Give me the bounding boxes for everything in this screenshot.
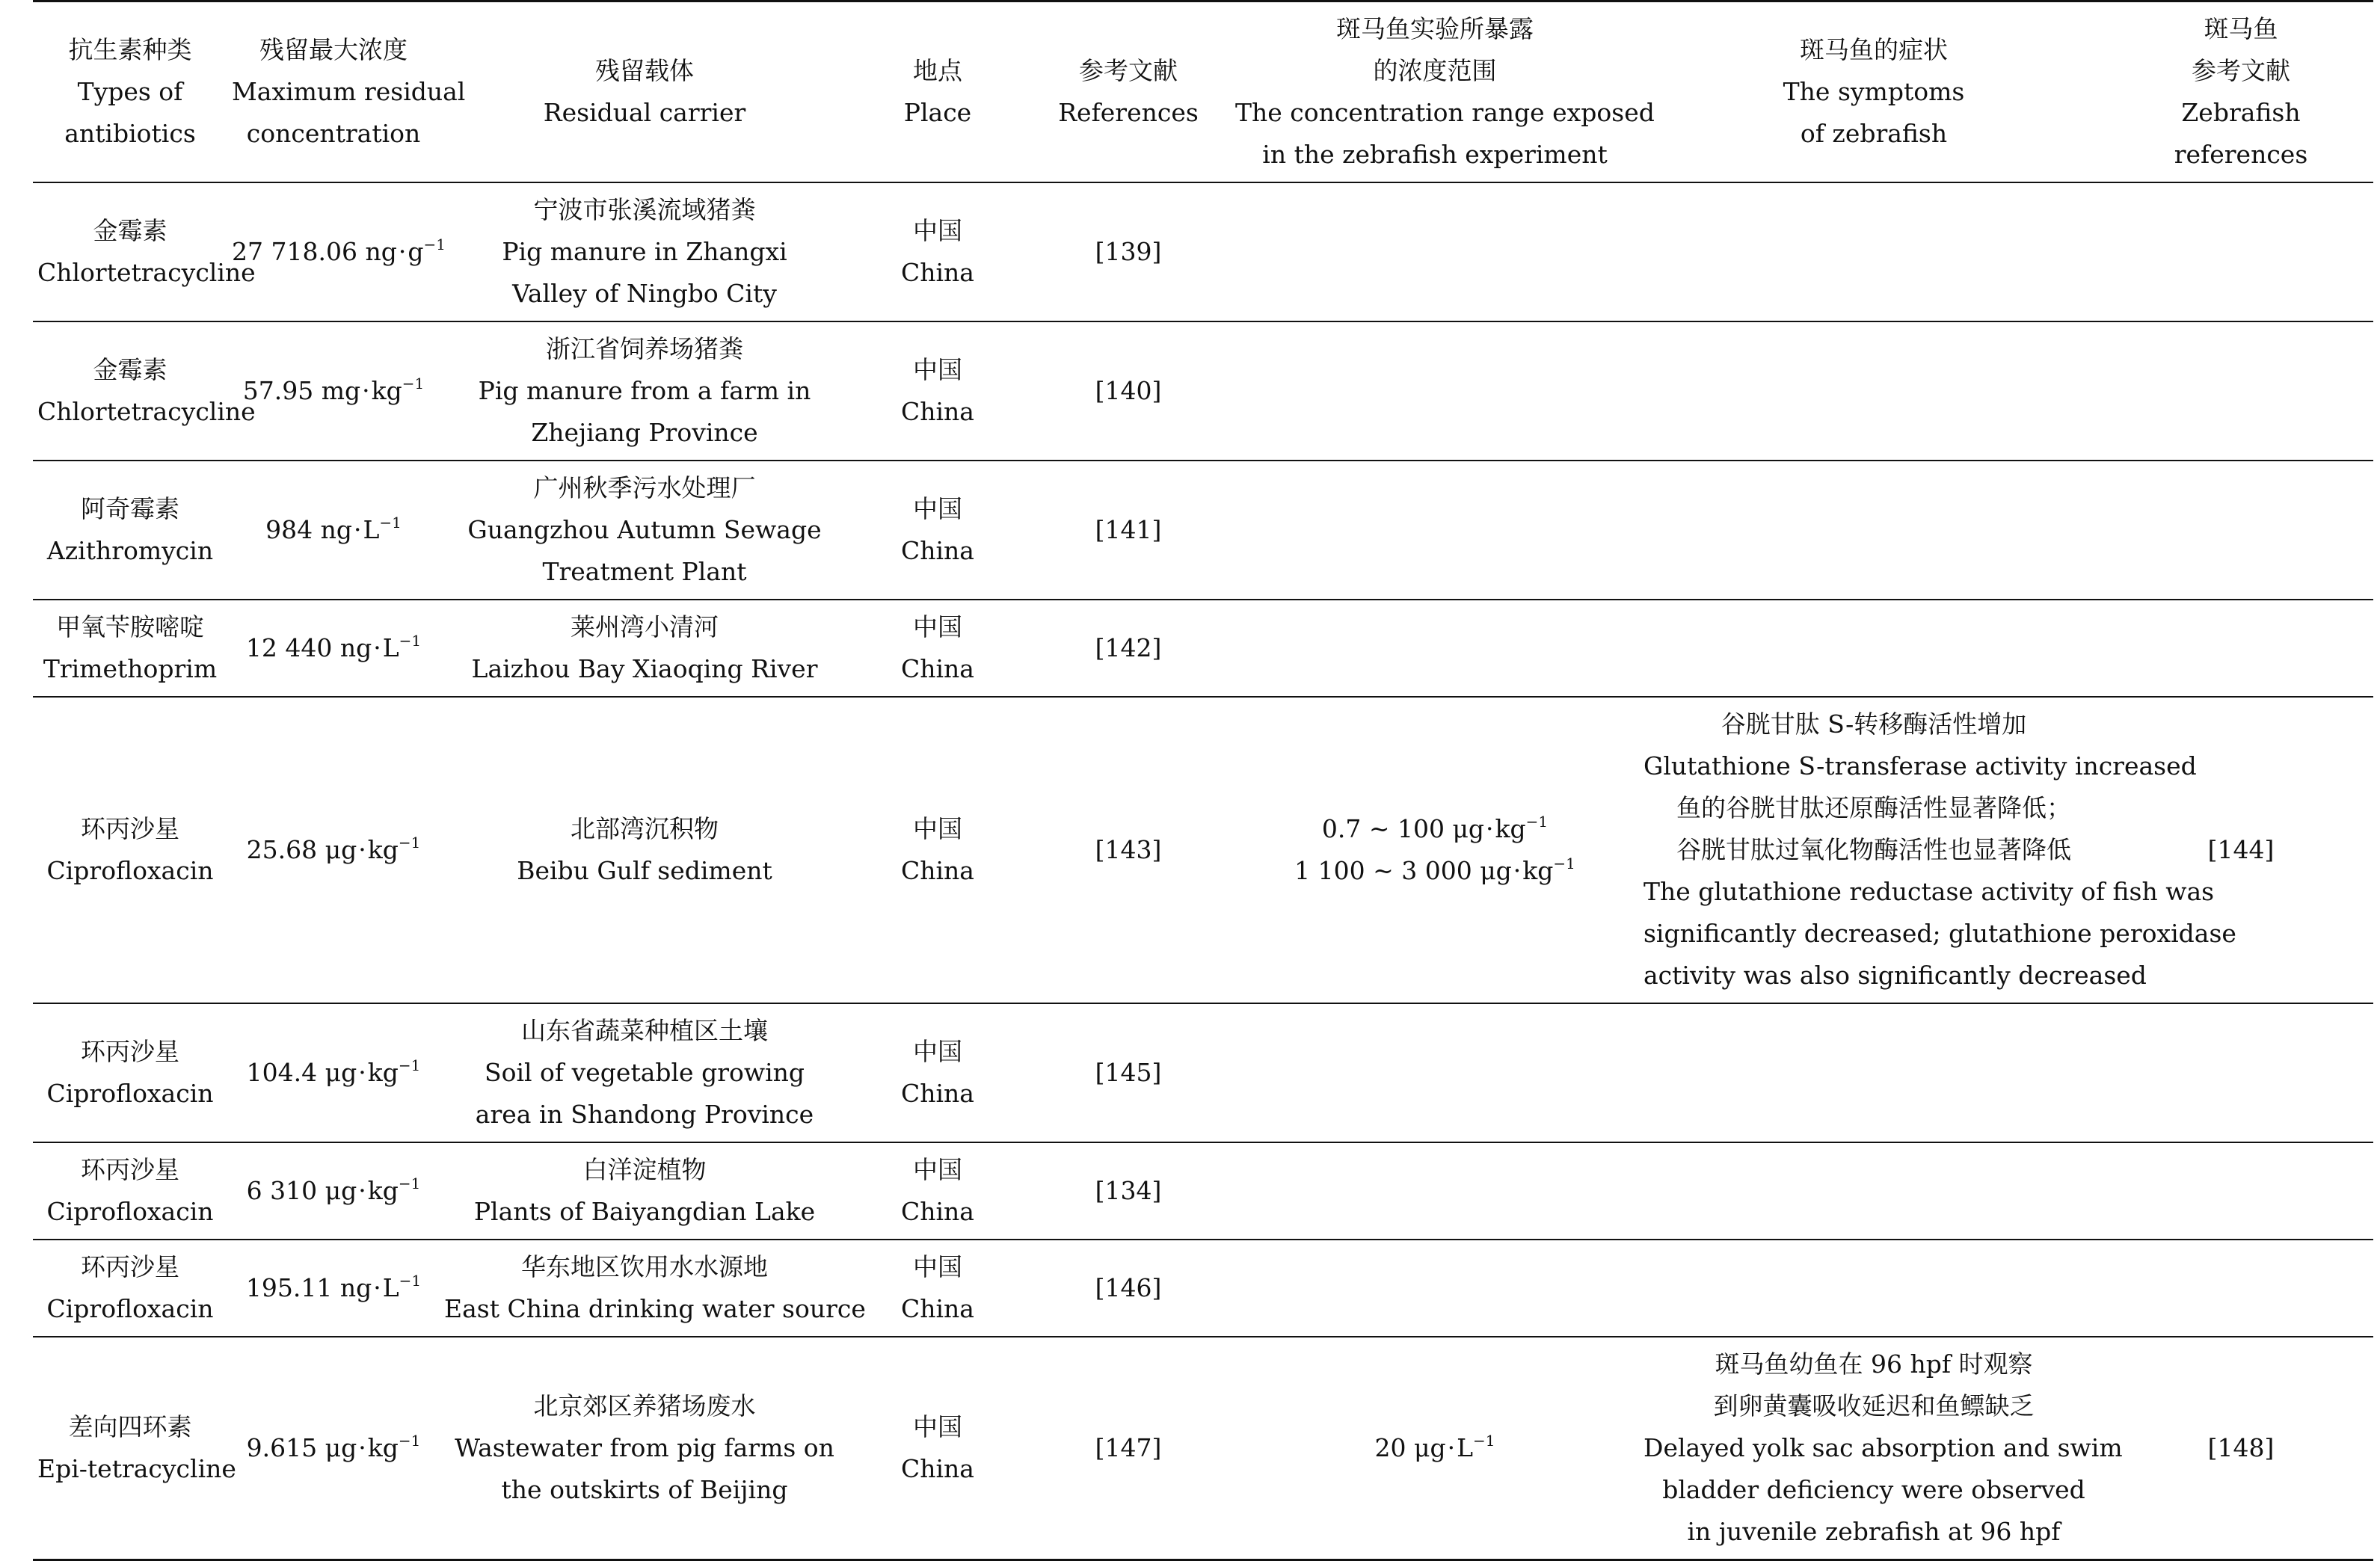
- antibiotic-name: Ciprofloxacin: [46, 1294, 214, 1323]
- carrier-line: 北部湾沉积物: [571, 814, 719, 843]
- reference-citation: [134]: [1095, 1176, 1162, 1205]
- cell-zebrafish-reference: [2109, 1142, 2373, 1240]
- conc-unit-exponent: −1: [1553, 855, 1575, 872]
- conc-number: 1 100 ~ 3 000: [1294, 856, 1472, 885]
- antibiotic-name: Trimethoprim: [43, 654, 218, 683]
- cell-reference: [1026, 182, 1231, 321]
- symptom-line: 谷胱甘肽过氧化物酶活性也显著降低: [1676, 835, 2071, 864]
- conc-unit: ng: [365, 237, 397, 266]
- header-antibiotic-type: [33, 1, 227, 183]
- concentration-value: [232, 1052, 435, 1094]
- place-line: 中国: [913, 494, 962, 523]
- conc-unit: μg: [1452, 814, 1485, 843]
- symptom-line: in juvenile zebrafish at 96 hpf: [1687, 1517, 2061, 1546]
- carrier-line: Plants of Baiyangdian Lake: [473, 1197, 816, 1226]
- cell-place: [849, 1003, 1026, 1142]
- conc-unit: μg: [325, 1176, 357, 1205]
- cell-symptoms: [1639, 461, 2109, 600]
- cell-reference: [1026, 1337, 1231, 1560]
- cell-place: [849, 1240, 1026, 1337]
- reference-citation: [140]: [1095, 376, 1162, 405]
- conc-unit-exponent: −1: [399, 1272, 422, 1290]
- header-line: 斑马鱼的症状: [1800, 35, 1948, 64]
- header-line: 抗生素种类: [68, 35, 192, 64]
- header-line: 斑马鱼: [2204, 14, 2278, 43]
- conc-unit-exponent: −1: [398, 1175, 421, 1192]
- header-line: 残留载体: [595, 56, 694, 85]
- cell-place: [849, 697, 1026, 1003]
- reference-citation: [139]: [1095, 237, 1162, 266]
- carrier-line: the outskirts of Beijing: [501, 1475, 788, 1504]
- cell-symptoms: [1639, 1240, 2109, 1337]
- header-line: Maximum residual: [232, 77, 466, 106]
- cell-exposure-range: [1231, 1003, 1639, 1142]
- conc-unit-exponent: −1: [1525, 813, 1549, 831]
- place-line: China: [901, 1079, 974, 1108]
- reference-citation: [141]: [1095, 515, 1162, 544]
- header-line: 参考文献: [1079, 56, 1178, 85]
- header-zebrafish-references: [2109, 1, 2373, 183]
- cell-symptoms: [1639, 1142, 2109, 1240]
- cell-exposure-range: [1231, 1240, 1639, 1337]
- table-row: [33, 321, 2373, 461]
- carrier-line: Valley of Ningbo City: [512, 279, 777, 308]
- place-line: 中国: [913, 1155, 962, 1184]
- cell-zebrafish-reference: [2109, 600, 2373, 697]
- conc-unit: μg: [1480, 856, 1512, 885]
- cell-max-concentration: [227, 321, 440, 461]
- symptom-line: 谷胱甘肽 S-转移酶活性增加: [1721, 709, 2027, 739]
- concentration-value: [232, 231, 446, 273]
- cell-max-concentration: [227, 697, 440, 1003]
- cell-reference: [1026, 1240, 1231, 1337]
- place-line: 中国: [913, 1252, 962, 1281]
- cell-exposure-range: [1231, 1337, 1639, 1560]
- conc-unit-exponent: −1: [1473, 1432, 1495, 1450]
- conc-unit-denominator: kg: [367, 1176, 399, 1205]
- cell-zebrafish-reference: [2109, 321, 2373, 461]
- table-row: [33, 600, 2373, 697]
- cell-antibiotic-type: [33, 321, 256, 461]
- cell-place: [849, 600, 1026, 697]
- carrier-line: Laizhou Bay Xiaoqing River: [471, 654, 818, 683]
- table-row: [33, 1337, 2373, 1560]
- antibiotic-name: Ciprofloxacin: [46, 1079, 214, 1108]
- table-body: [33, 182, 2373, 1560]
- concentration-value: [1235, 850, 1635, 892]
- symptom-line: The glutathione reductase activity of fish was: [1643, 877, 2215, 906]
- cell-reference: [1026, 1003, 1231, 1142]
- carrier-line: Pig manure from a farm in: [478, 376, 811, 405]
- cell-zebrafish-reference: [2109, 461, 2373, 600]
- header-line: of zebrafish: [1800, 119, 1948, 148]
- carrier-line: 华东地区饮用水水源地: [521, 1252, 768, 1281]
- cell-place: [849, 1337, 1026, 1560]
- header-place: [849, 1, 1026, 183]
- conc-number: 104.4: [246, 1058, 318, 1087]
- header-line: The symptoms: [1783, 77, 1965, 106]
- carrier-line: 北京郊区养猪场废水: [533, 1391, 756, 1420]
- header-line: in the zebrafish experiment: [1262, 140, 1608, 169]
- cell-max-concentration: [227, 182, 446, 321]
- zebrafish-reference-citation: [148]: [2207, 1433, 2275, 1462]
- antibiotic-name: Chlortetracycline: [37, 397, 256, 426]
- cell-reference: [1026, 1142, 1231, 1240]
- concentration-value: [232, 627, 435, 669]
- concentration-value: [1235, 1427, 1635, 1469]
- cell-antibiotic-type: [33, 1337, 236, 1560]
- conc-number: 984: [265, 515, 313, 544]
- carrier-line: 浙江省饲养场猪粪: [546, 334, 743, 363]
- antibiotic-name: 阿奇霉素: [81, 494, 179, 523]
- concentration-value: [232, 509, 435, 551]
- cell-antibiotic-type: [33, 600, 227, 697]
- cell-antibiotic-type: [33, 1142, 227, 1240]
- place-line: China: [901, 536, 974, 565]
- unit-separator: ·: [373, 1273, 381, 1302]
- cell-exposure-range: [1231, 182, 1639, 321]
- cell-reference: [1026, 600, 1231, 697]
- conc-unit-denominator: kg: [1522, 856, 1554, 885]
- cell-max-concentration: [227, 461, 440, 600]
- antibiotic-name: 环丙沙星: [81, 1252, 179, 1281]
- header-line: concentration: [246, 119, 421, 148]
- antibiotic-name: Ciprofloxacin: [46, 1197, 214, 1226]
- cell-place: [849, 1142, 1026, 1240]
- cell-antibiotic-type: [33, 1240, 227, 1337]
- carrier-line: 宁波市张溪流域猪粪: [533, 195, 756, 224]
- carrier-line: 白洋淀植物: [582, 1155, 707, 1184]
- carrier-line: 广州秋季污水处理厂: [533, 473, 756, 502]
- header-line: Zebrafish: [2181, 98, 2301, 127]
- antibiotic-name: 金霉素: [93, 355, 167, 384]
- place-line: China: [901, 258, 974, 287]
- cell-exposure-range: [1231, 321, 1639, 461]
- conc-number: 12 440: [245, 633, 333, 662]
- place-line: China: [901, 1454, 974, 1483]
- header-line: 地点: [913, 56, 962, 85]
- conc-unit-denominator: L: [382, 633, 399, 662]
- cell-symptoms: [1639, 321, 2109, 461]
- reference-citation: [147]: [1095, 1433, 1162, 1462]
- table-row: [33, 182, 2373, 321]
- conc-unit: ng: [339, 1273, 372, 1302]
- conc-unit-denominator: L: [363, 515, 380, 544]
- cell-antibiotic-type: [33, 697, 227, 1003]
- concentration-value: [232, 1267, 435, 1309]
- unit-separator: ·: [353, 515, 362, 544]
- unit-separator: ·: [358, 1176, 366, 1205]
- table-row: [33, 461, 2373, 600]
- symptom-line: Glutathione S-transferase activity increased: [1643, 751, 2197, 781]
- cell-exposure-range: [1231, 600, 1639, 697]
- unit-separator: ·: [373, 633, 381, 662]
- antibiotic-name: 金霉素: [93, 216, 167, 245]
- conc-number: 57.95: [242, 376, 314, 405]
- cell-residual-carrier: [440, 600, 849, 697]
- cell-antibiotic-type: [33, 1003, 227, 1142]
- cell-max-concentration: [227, 1240, 440, 1337]
- cell-residual-carrier: [440, 1142, 849, 1240]
- conc-unit: μg: [325, 835, 357, 864]
- header-line: References: [1058, 98, 1199, 127]
- symptom-line: 斑马鱼幼鱼在 96 hpf 时观察: [1715, 1349, 2033, 1379]
- header-line: antibiotics: [64, 119, 196, 148]
- conc-unit-exponent: −1: [398, 1432, 421, 1450]
- symptom-line: Delayed yolk sac absorption and swim: [1643, 1433, 2123, 1462]
- cell-antibiotic-type: [33, 182, 256, 321]
- unit-separator: ·: [362, 376, 370, 405]
- conc-unit-exponent: −1: [399, 632, 422, 650]
- header-line: Types of: [77, 77, 183, 106]
- reference-citation: [145]: [1095, 1058, 1162, 1087]
- conc-unit-exponent: −1: [398, 1056, 421, 1074]
- conc-number: 0.7 ~ 100: [1321, 814, 1445, 843]
- carrier-line: Beibu Gulf sediment: [517, 856, 772, 885]
- concentration-value: [1235, 808, 1635, 850]
- cell-exposure-range: [1231, 697, 1639, 1003]
- unit-separator: ·: [398, 237, 407, 266]
- symptom-line: activity was also significantly decreased: [1643, 961, 2147, 990]
- header-symptoms: [1639, 1, 2109, 183]
- unit-separator: ·: [358, 1433, 366, 1462]
- symptom-line: 鱼的谷胱甘肽还原酶活性显著降低；: [1676, 793, 2071, 822]
- antibiotic-name: 环丙沙星: [81, 1037, 179, 1066]
- cell-antibiotic-type: [33, 461, 227, 600]
- place-line: 中国: [913, 1037, 962, 1066]
- concentration-value: [232, 1427, 435, 1469]
- header-line: Residual carrier: [543, 98, 746, 127]
- table-row: [33, 1240, 2373, 1337]
- antibiotic-residue-table: [33, 0, 2373, 1561]
- cell-residual-carrier: [440, 1337, 849, 1560]
- cell-symptoms: [1639, 600, 2109, 697]
- reference-citation: [143]: [1095, 835, 1162, 864]
- carrier-line: Treatment Plant: [542, 557, 747, 586]
- symptom-line: 到卵黄囊吸收延迟和鱼鳔缺乏: [1713, 1391, 2035, 1420]
- cell-place: [849, 182, 1026, 321]
- antibiotic-name: Chlortetracycline: [37, 258, 256, 287]
- header-exposure-range: [1231, 1, 1655, 183]
- carrier-line: Zhejiang Province: [531, 418, 758, 447]
- cell-zebrafish-reference: [2109, 182, 2373, 321]
- unit-separator: ·: [358, 1058, 366, 1087]
- cell-zebrafish-reference: [2109, 1240, 2373, 1337]
- cell-zebrafish-reference: [2109, 1337, 2373, 1560]
- table-header: [33, 1, 2373, 183]
- header-row: [33, 1, 2373, 183]
- cell-place: [849, 321, 1026, 461]
- conc-unit-denominator: kg: [371, 376, 402, 405]
- header-line: Place: [903, 98, 972, 127]
- cell-reference: [1026, 697, 1231, 1003]
- conc-unit-denominator: kg: [367, 1058, 399, 1087]
- conc-unit-exponent: −1: [379, 514, 402, 532]
- place-line: China: [901, 1197, 974, 1226]
- concentration-value: [232, 370, 435, 412]
- place-line: China: [901, 397, 974, 426]
- unit-separator: ·: [1447, 1433, 1456, 1462]
- conc-unit: ng: [339, 633, 372, 662]
- antibiotic-name: 环丙沙星: [81, 814, 179, 843]
- conc-unit-exponent: −1: [398, 834, 421, 852]
- carrier-line: Guangzhou Autumn Sewage: [467, 515, 822, 544]
- conc-number: 27 718.06: [232, 237, 357, 266]
- conc-unit-denominator: L: [382, 1273, 399, 1302]
- place-line: 中国: [913, 216, 962, 245]
- reference-citation: [142]: [1095, 633, 1162, 662]
- table-row: [33, 1142, 2373, 1240]
- header-line: The concentration range exposed: [1235, 98, 1655, 127]
- antibiotic-name: Ciprofloxacin: [46, 856, 214, 885]
- cell-symptoms: [1639, 1337, 2123, 1560]
- antibiotic-name: 环丙沙星: [81, 1155, 179, 1184]
- antibiotic-name: 差向四环素: [68, 1412, 192, 1441]
- table-row: [33, 697, 2373, 1003]
- cell-zebrafish-reference: [2109, 697, 2373, 1003]
- conc-unit: μg: [1414, 1433, 1446, 1462]
- conc-unit-denominator: g: [408, 237, 424, 266]
- carrier-line: 山东省蔬菜种植区土壤: [521, 1016, 768, 1045]
- header-line: 斑马鱼实验所暴露: [1336, 14, 1534, 43]
- concentration-value: [232, 829, 435, 871]
- symptom-line: bladder deficiency were observed: [1662, 1475, 2085, 1504]
- cell-residual-carrier: [440, 182, 849, 321]
- header-line: 残留最大浓度: [259, 35, 408, 64]
- conc-unit-denominator: kg: [367, 1433, 399, 1462]
- header-line: 参考文献: [2192, 56, 2290, 85]
- cell-exposure-range: [1231, 1142, 1639, 1240]
- unit-separator: ·: [1486, 814, 1494, 843]
- conc-unit-denominator: kg: [367, 835, 399, 864]
- carrier-line: East China drinking water source: [444, 1294, 866, 1323]
- conc-unit: mg: [321, 376, 361, 405]
- antibiotic-name: Epi-tetracycline: [37, 1454, 236, 1483]
- place-line: 中国: [913, 612, 962, 641]
- cell-max-concentration: [227, 1003, 440, 1142]
- place-line: China: [901, 856, 974, 885]
- place-line: 中国: [913, 355, 962, 384]
- concentration-value: [232, 1170, 435, 1212]
- conc-number: 9.615: [246, 1433, 318, 1462]
- cell-symptoms: [1639, 1003, 2109, 1142]
- carrier-line: area in Shandong Province: [475, 1100, 814, 1129]
- carrier-line: Pig manure in Zhangxi: [502, 237, 787, 266]
- conc-number: 6 310: [246, 1176, 318, 1205]
- cell-residual-carrier: [440, 321, 849, 461]
- cell-reference: [1026, 321, 1231, 461]
- header-residual-carrier: [440, 1, 849, 183]
- conc-number: 20: [1374, 1433, 1406, 1462]
- conc-unit-denominator: L: [1457, 1433, 1473, 1462]
- conc-unit: μg: [325, 1058, 357, 1087]
- cell-residual-carrier: [440, 1240, 866, 1337]
- cell-residual-carrier: [440, 1003, 849, 1142]
- cell-reference: [1026, 461, 1231, 600]
- place-line: 中国: [913, 1412, 962, 1441]
- place-line: 中国: [913, 814, 962, 843]
- cell-zebrafish-reference: [2109, 1003, 2373, 1142]
- conc-unit-exponent: −1: [423, 235, 446, 253]
- carrier-line: Soil of vegetable growing: [484, 1058, 805, 1087]
- cell-max-concentration: [227, 1337, 440, 1560]
- cell-exposure-range: [1231, 461, 1639, 600]
- conc-unit-denominator: kg: [1495, 814, 1526, 843]
- cell-max-concentration: [227, 1142, 440, 1240]
- conc-unit-exponent: −1: [402, 375, 425, 392]
- header-line: references: [2174, 140, 2308, 169]
- header-references: [1026, 1, 1231, 183]
- cell-symptoms: [1639, 697, 2236, 1003]
- cell-place: [849, 461, 1026, 600]
- zebrafish-reference-citation: [144]: [2207, 835, 2275, 864]
- conc-number: 25.68: [246, 835, 318, 864]
- conc-unit: ng: [320, 515, 352, 544]
- unit-separator: ·: [358, 835, 366, 864]
- antibiotic-name: 甲氧苄胺嘧啶: [56, 612, 204, 641]
- conc-number: 195.11: [245, 1273, 333, 1302]
- antibiotic-name: Azithromycin: [46, 536, 214, 565]
- header-max-concentration: [227, 1, 466, 183]
- place-line: China: [901, 1294, 974, 1323]
- symptom-line: significantly decreased; glutathione peroxidase: [1643, 919, 2236, 948]
- cell-max-concentration: [227, 600, 440, 697]
- unit-separator: ·: [1513, 856, 1522, 885]
- place-line: China: [901, 654, 974, 683]
- document-page: [33, 0, 2373, 1567]
- conc-unit: μg: [325, 1433, 357, 1462]
- carrier-line: 莱州湾小清河: [571, 612, 719, 641]
- cell-residual-carrier: [440, 697, 849, 1003]
- carrier-line: Wastewater from pig farms on: [455, 1433, 834, 1462]
- table-row: [33, 1003, 2373, 1142]
- header-line: 的浓度范围: [1373, 56, 1497, 85]
- cell-residual-carrier: [440, 461, 849, 600]
- reference-citation: [146]: [1095, 1273, 1162, 1302]
- cell-symptoms: [1639, 182, 2109, 321]
